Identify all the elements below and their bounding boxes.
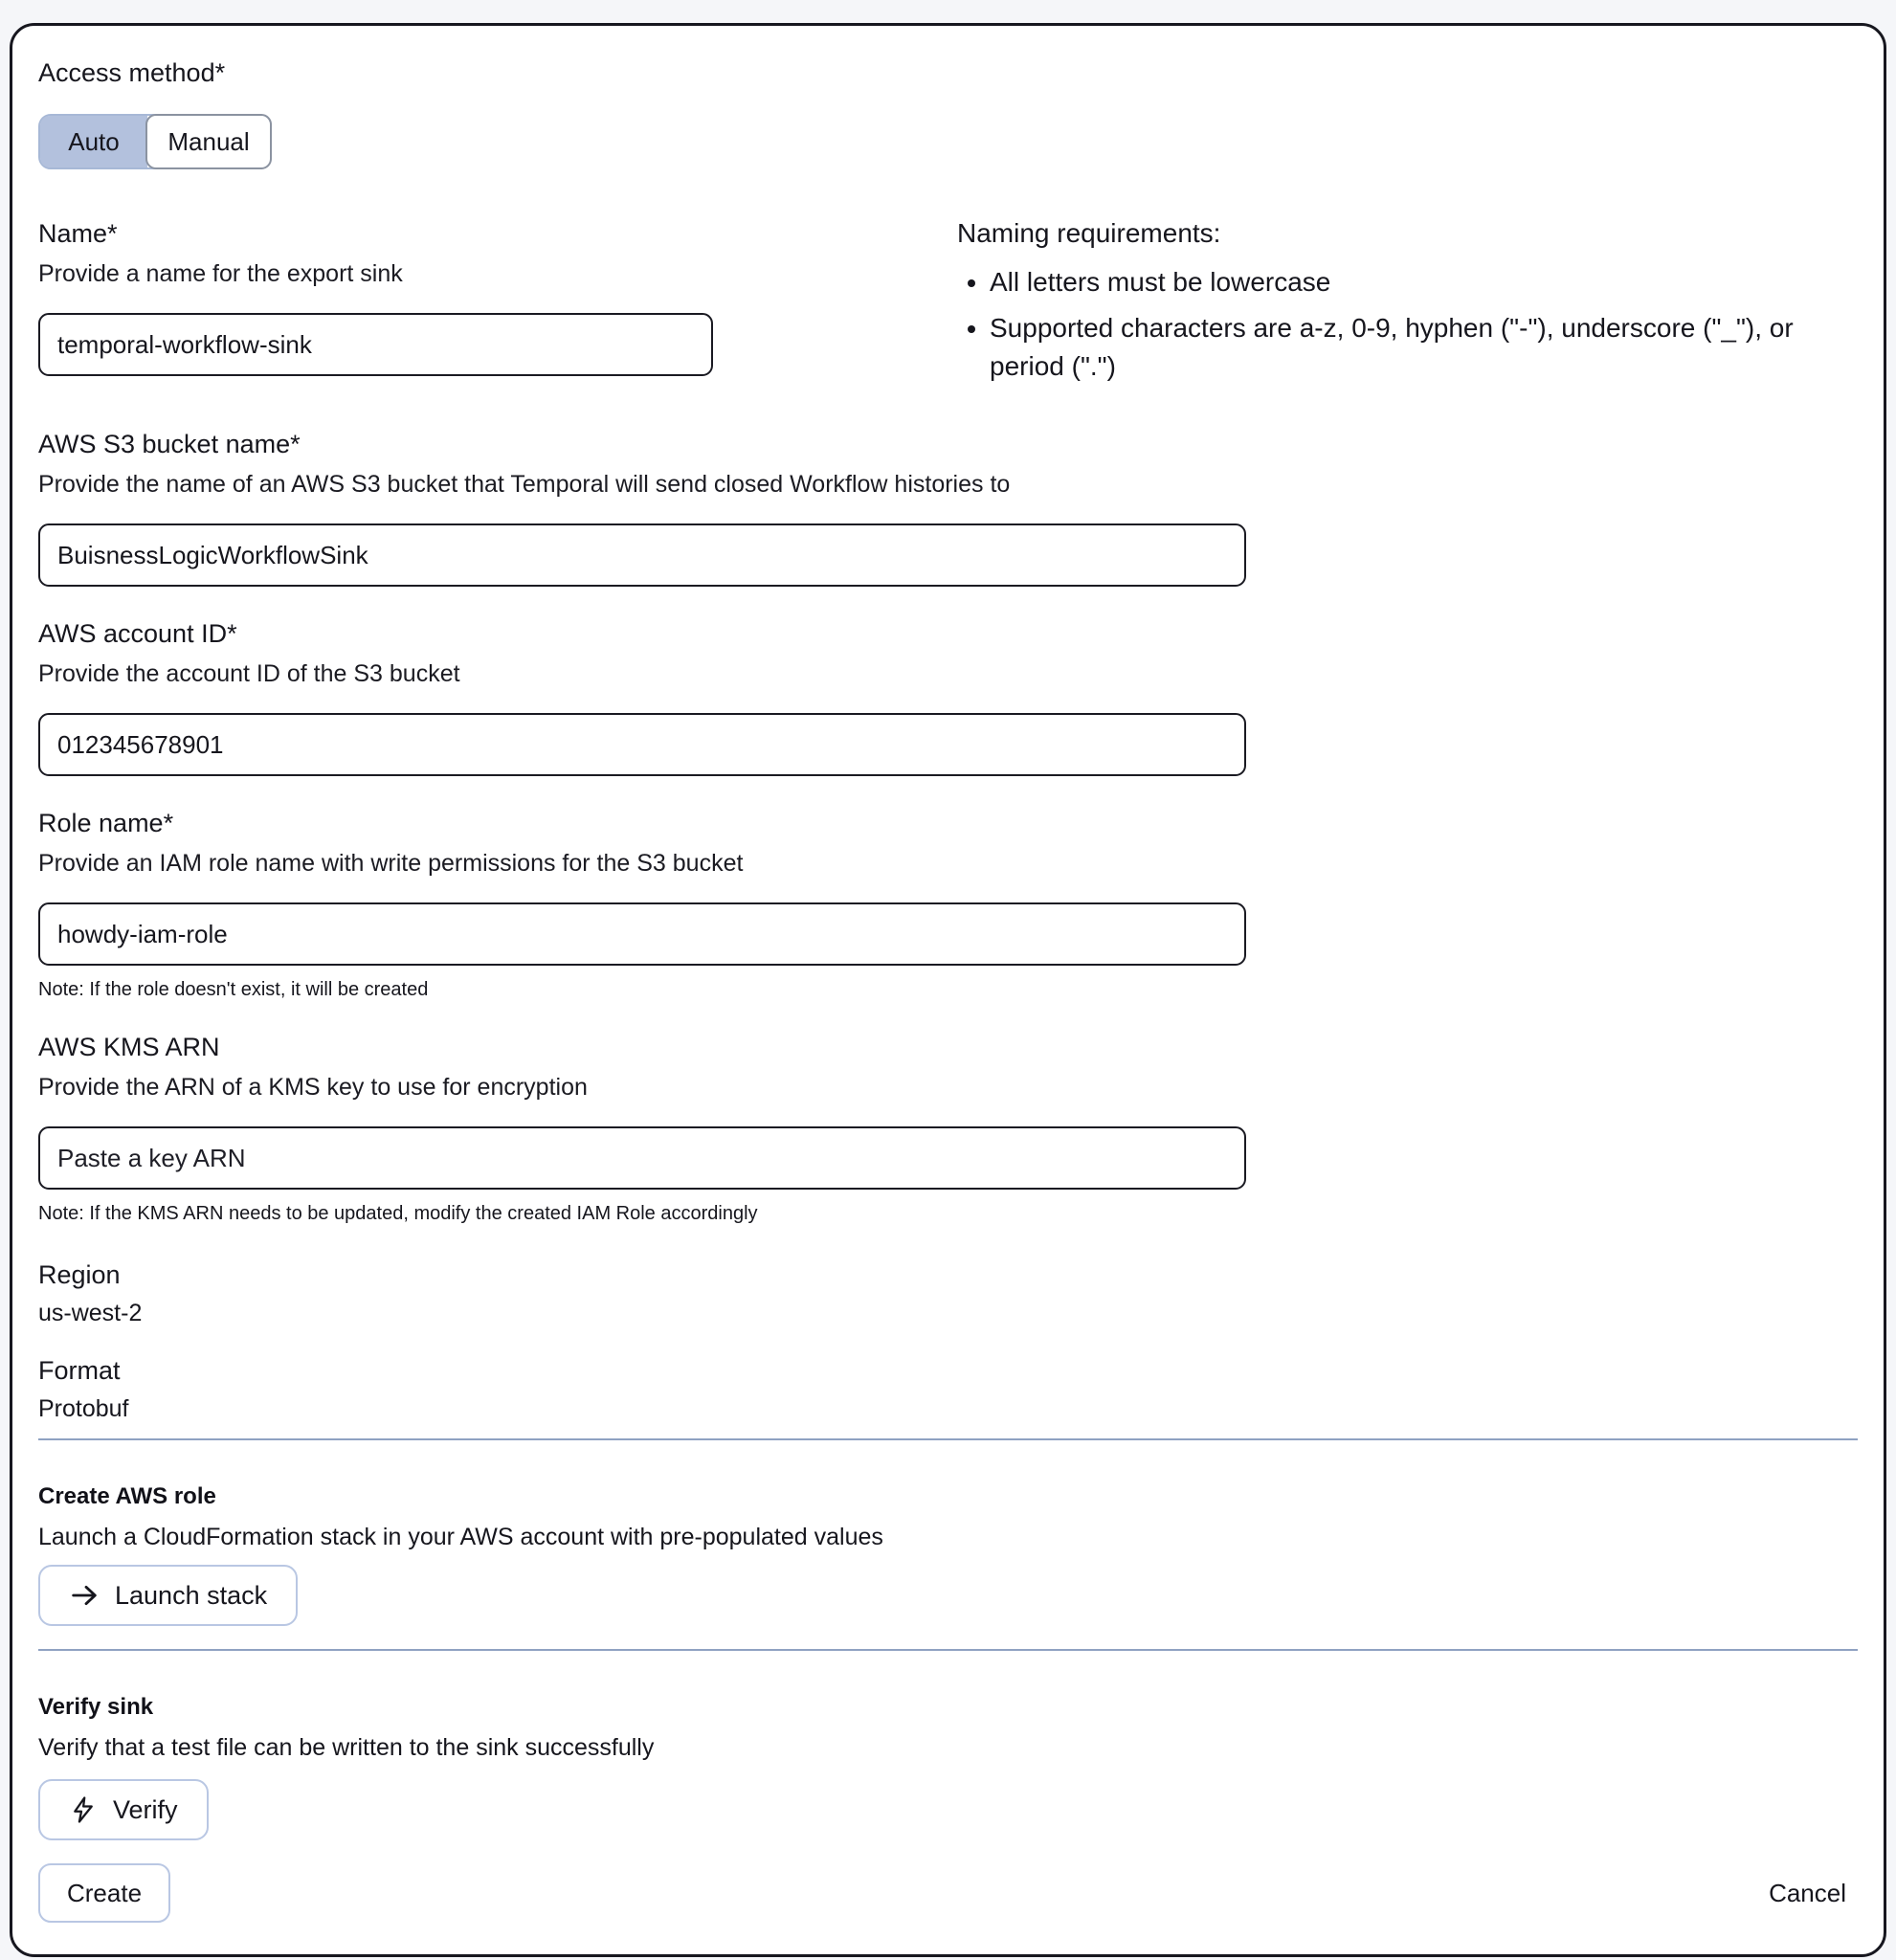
account-id-description: Provide the account ID of the S3 bucket bbox=[38, 660, 460, 687]
name-field-block bbox=[38, 217, 713, 376]
name-input[interactable] bbox=[38, 313, 713, 376]
name-description: Provide a name for the export sink bbox=[38, 260, 403, 287]
kms-arn-description: Provide the ARN of a KMS key to use for encryption bbox=[38, 1074, 588, 1101]
format-readonly-block bbox=[38, 1354, 1858, 1425]
arrow-right-icon bbox=[69, 1580, 100, 1611]
s3-bucket-input[interactable] bbox=[38, 523, 1246, 587]
create-button[interactable]: Create bbox=[38, 1863, 170, 1923]
access-method-label: Access method* bbox=[38, 58, 226, 87]
naming-requirement-item: • Supported characters are a-z, 0-9, hyphen ("-"), underscore ("_"), or period (".") bbox=[990, 309, 1858, 386]
role-name-input[interactable] bbox=[38, 902, 1246, 966]
section-divider bbox=[38, 1649, 1858, 1651]
format-label: Format bbox=[38, 1356, 121, 1385]
create-aws-role-title: Create AWS role bbox=[38, 1483, 216, 1509]
verify-button[interactable] bbox=[38, 1779, 209, 1840]
create-aws-role-section bbox=[38, 1481, 1858, 1626]
account-id-field-block bbox=[38, 617, 1858, 776]
format-value: Protobuf bbox=[38, 1395, 129, 1422]
s3-bucket-label: AWS S3 bucket name* bbox=[38, 430, 301, 458]
account-id-input[interactable] bbox=[38, 713, 1246, 776]
naming-requirements bbox=[957, 217, 1858, 393]
cancel-button[interactable]: Cancel bbox=[1769, 1878, 1846, 1907]
role-name-label: Role name* bbox=[38, 809, 174, 837]
region-readonly-block bbox=[38, 1258, 1858, 1329]
role-name-note: Note: If the role doesn't exist, it will be created bbox=[38, 979, 429, 1000]
access-method-toggle bbox=[38, 114, 272, 169]
export-sink-form-card bbox=[10, 23, 1886, 1957]
region-label: Region bbox=[38, 1260, 121, 1289]
role-name-description: Provide an IAM role name with write permissions for the S3 bucket bbox=[38, 850, 744, 877]
access-method-auto-button[interactable]: Auto bbox=[40, 116, 147, 167]
access-method-manual-button[interactable]: Manual bbox=[145, 114, 272, 169]
verify-sink-description: Verify that a test file can be written to the sink successfully bbox=[38, 1734, 655, 1761]
region-value: us-west-2 bbox=[38, 1300, 143, 1326]
name-and-requirements-row bbox=[38, 217, 1858, 393]
s3-bucket-field-block bbox=[38, 428, 1858, 587]
kms-arn-label: AWS KMS ARN bbox=[38, 1033, 220, 1061]
form-footer bbox=[38, 1863, 1858, 1923]
verify-sink-section bbox=[38, 1691, 1858, 1840]
naming-requirements-list bbox=[957, 263, 1858, 386]
verify-sink-title: Verify sink bbox=[38, 1694, 154, 1720]
verify-button-label: Verify bbox=[113, 1794, 178, 1824]
name-label: Name* bbox=[38, 219, 118, 248]
naming-requirements-title: Naming requirements: bbox=[957, 218, 1221, 248]
kms-arn-field-block bbox=[38, 1031, 1858, 1226]
role-name-field-block bbox=[38, 807, 1858, 1002]
account-id-label: AWS account ID* bbox=[38, 619, 237, 648]
kms-arn-input[interactable] bbox=[38, 1126, 1246, 1190]
s3-bucket-description: Provide the name of an AWS S3 bucket that Temporal will send closed Workflow histories to bbox=[38, 471, 1011, 498]
launch-stack-button-label: Launch stack bbox=[115, 1580, 268, 1610]
launch-stack-button[interactable] bbox=[38, 1565, 298, 1626]
kms-arn-note: Note: If the KMS ARN needs to be updated, modify the created IAM Role accordingly bbox=[38, 1203, 758, 1224]
naming-requirement-item: • All letters must be lowercase bbox=[990, 263, 1858, 301]
lightning-icon bbox=[69, 1795, 98, 1824]
create-aws-role-description: Launch a CloudFormation stack in your AWS account with pre-populated values bbox=[38, 1524, 883, 1550]
section-divider bbox=[38, 1438, 1858, 1440]
